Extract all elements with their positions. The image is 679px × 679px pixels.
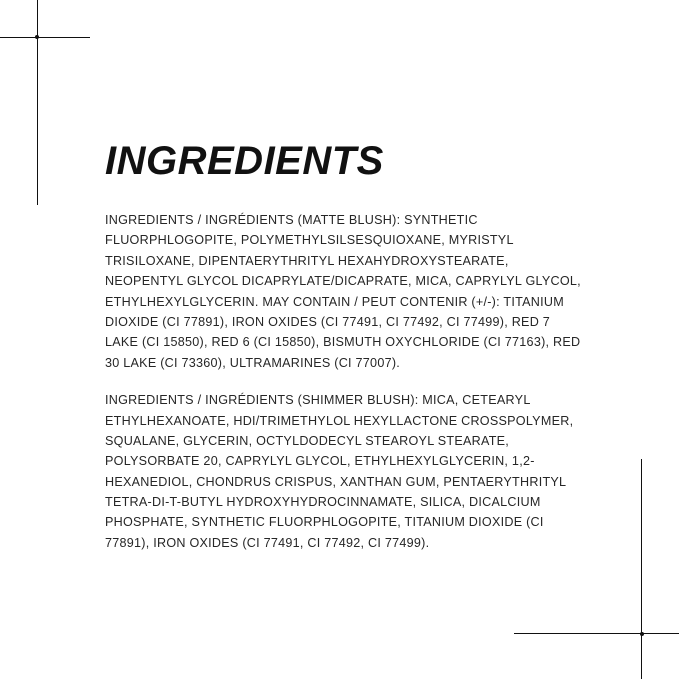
crop-mark-center-dot [35,35,39,39]
ingredients-paragraph-shimmer-blush: INGREDIENTS / INGRÉDIENTS (SHIMMER BLUSH): MICA, CETEARYL ETHYLHEXANOATE, HDI/TRIMETHYLOL HEXYLLACTONE CROSSPOLYMER, SQUALANE, GLYCERIN, OCTYLDODECYL STEAROYL STEARATE, POLYSORBATE 20, CAPRYLYL GLYCOL, ETHYLHEXYLGLYCERIN, 1,2-HEXANEDIOL, CHONDRUS CRISPUS, XANTHAN GUM, PENTAERYTHRITYL TETRA-DI-T-BUTYL HYDROXYHYDROCINNAMATE, SILICA, DICALCIUM PHOSPHATE, SYNTHETIC FLUORPHLOGOPITE, TITANIUM DIOXIDE (CI 77891), IRON OXIDES (CI 77491, CI 77492, CI 77499). [105,393,574,550]
registration-mark-top-left [0,0,90,205]
page-title: INGREDIENTS [105,139,384,183]
crop-mark-horizontal-line [514,633,679,634]
crop-mark-horizontal-line [0,37,90,38]
ingredients-paragraph-matte-blush: INGREDIENTS / INGRÉDIENTS (MATTE BLUSH): SYNTHETIC FLUORPHLOGOPITE, POLYMETHYLSILSESQUIOXANE, MYRISTYL TRISILOXANE, DIPENTAERYTHRITYL HEXAHYDROXYSTEARATE, NEOPENTYL GLYCOL DICAPRYLATE/DICAPRATE, MICA, CAPRYLYL GLYCOL, ETHYLHEXYLGLYCERIN. MAY CONTAIN / PEUT CONTENIR (+/-): TITANIUM DIOXIDE (CI 77891), IRON OXIDES (CI 77491, CI 77492, CI 77499), RED 7 LAKE (CI 15850), RED 6 (CI 15850), BISMUTH OXYCHLORIDE (CI 77163), RED 30 LAKE (CI 73360), ULTRAMARINES (CI 77007). [105,213,581,370]
crop-mark-vertical-line [641,459,642,679]
crop-mark-vertical-line [37,0,38,205]
crop-mark-center-dot [640,632,644,636]
document-content [105,140,583,553]
